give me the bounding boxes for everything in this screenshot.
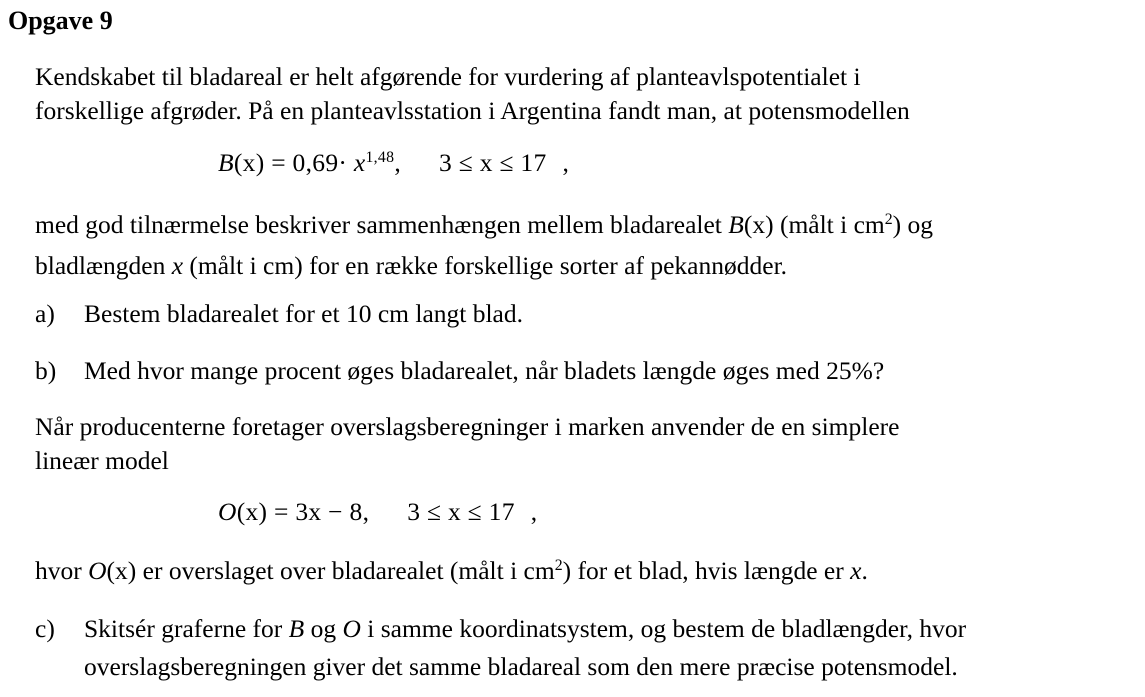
intro-line-1: Kendskabet til bladareal er helt afgørende for vurdering af planteavlspotentialet i	[35, 62, 861, 91]
paragraph-2-line2-a: bladlængden	[35, 251, 166, 280]
paragraph-2-text-b: (x) (målt i cm	[743, 210, 885, 239]
formula-function-B: B	[218, 148, 234, 177]
question-b	[35, 356, 884, 386]
paragraph-2-function-B: B	[728, 210, 744, 239]
paragraph-2-line-2	[35, 251, 787, 281]
question-b-text: Med hvor mange procent øges bladarealet, når bladets længde øges med 25%?	[84, 356, 885, 385]
question-b-label: b)	[35, 356, 57, 385]
formula-domain: 3 ≤ x ≤ 17	[439, 148, 547, 177]
exercise-title: Opgave 9	[8, 6, 113, 35]
paragraph-4-c: er overslaget over bladarealet (målt i cm	[142, 556, 555, 585]
question-a	[35, 299, 523, 329]
intro-line-2: forskellige afgrøder. På en planteavlsstation i Argentina fandt man, at potensmodellen	[35, 96, 910, 125]
question-c-label: c)	[35, 614, 55, 643]
question-c-function-O: O	[342, 614, 361, 643]
paragraph-4-function-O: O	[88, 556, 107, 585]
formula2-domain: 3 ≤ x ≤ 17	[407, 497, 515, 526]
question-a-text: Bestem bladarealet for et 10 cm langt blad.	[84, 299, 524, 328]
paragraph-3-line-1: Når producenterne foretager overslagsberegninger i marken anvender de en simplere	[35, 412, 900, 441]
question-a-label: a)	[35, 299, 55, 328]
paragraph-4-a: hvor	[35, 556, 82, 585]
paragraph-2-text-c: ) og	[892, 210, 934, 239]
formula-comma: ,	[394, 148, 402, 177]
paragraph-2-line-1	[35, 210, 933, 240]
paragraph-3-line-2: lineær model	[35, 446, 169, 475]
paragraph-2-superscript: 2	[884, 210, 893, 228]
question-c-text-c: i samme koordinatsystem, og bestem de bladlængder, hvor	[367, 614, 967, 643]
formula2-rhs: (x) = 3x − 8,	[236, 497, 370, 526]
formula2-end-comma: ,	[530, 497, 538, 526]
question-c-line-1	[35, 614, 966, 644]
paragraph-4-b: (x)	[106, 556, 137, 585]
formula-end-comma: ,	[562, 148, 570, 177]
paragraph-2-line2-b: (målt i cm) for en række forskellige sorter af pekannødder.	[189, 251, 788, 280]
question-c-line-2: overslagsberegningen giver det samme bladareal som den mere præcise potensmodel.	[84, 652, 958, 681]
formula-exponent: 1,48	[365, 148, 395, 166]
paragraph-2-text-a: med god tilnærmelse beskriver sammenhængen mellem bladarealet	[35, 210, 722, 239]
linear-model-formula	[218, 497, 537, 527]
paragraph-4-d: ) for et blad, hvis længde er	[562, 556, 844, 585]
formula2-function-O: O	[218, 497, 237, 526]
paragraph-4-e: .	[861, 556, 868, 585]
question-c-text-a: Skitsér graferne for	[84, 614, 283, 643]
question-c-function-B: B	[288, 614, 305, 643]
paragraph-4-superscript: 2	[554, 556, 563, 574]
question-c-text-b: og	[310, 614, 337, 643]
formula-base-x: x	[353, 148, 366, 177]
formula-rhs: (x) = 0,69·	[233, 148, 348, 177]
paragraph-2-var-x: x	[171, 251, 184, 280]
power-model-formula	[218, 148, 569, 178]
paragraph-4	[35, 556, 868, 586]
paragraph-4-var-x: x	[850, 556, 862, 585]
